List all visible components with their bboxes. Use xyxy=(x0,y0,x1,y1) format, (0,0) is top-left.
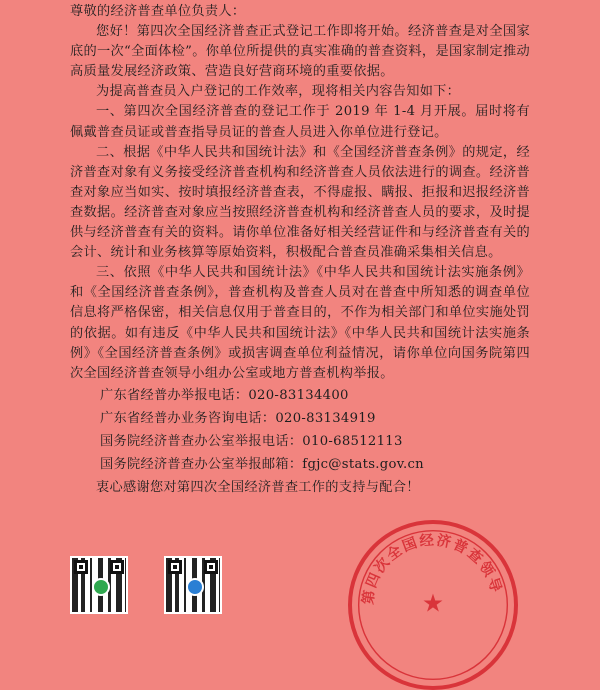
qr-finder-icon xyxy=(168,560,182,574)
qr-code-icon[interactable] xyxy=(70,556,128,614)
intro-paragraph: 为提高普查员入户登记的工作效率，现将相关内容告知如下： xyxy=(96,84,461,100)
wechat-logo-icon xyxy=(92,578,110,596)
item-3-paragraph: 三、依照《中华人民共和国统计法》《中华人民共和国统计法实施条例》和《全国经济普查条例》，普查机构及普查人员对在普查中所知悉的调查单位信息将严格保密，相关信息仅用于普查目的，不作为相关部门和单位实施处罚的依据。如有违反《中华人民共和国统计法》《中华人民共和国统计法实施条例》《全国经济普查条例》或损害调查单位利益情况，请你单位向国务院第四次全国经济普查领导小组办公室或地方普查机构举报。 xyxy=(70,265,530,381)
letter-body xyxy=(70,2,530,498)
contact-line-national-email: 国务院经济普查办公室举报邮箱：fgjc@stats.gov.cn xyxy=(100,456,424,472)
qr-finder-icon xyxy=(74,560,88,574)
item-1-paragraph: 一、第四次全国经济普查的登记工作于 2019 年 1-4 月开展。届时将有佩戴普查员证或普查指导员证的普查人员进入你单位进行登记。 xyxy=(70,104,530,140)
seal-star-icon: ★ xyxy=(421,588,445,618)
thanks-line: 衷心感谢您对第四次全国经济普查工作的支持与配合！ xyxy=(96,479,420,495)
greeting-paragraph: 您好！第四次全国经济普查正式登记工作即将开始。经济普查是对全国家底的一次“全面体检”。你单位所提供的真实准确的普查资料，是国家制定推动高质量发展经济政策、营造良好营商环境的重要依据。 xyxy=(70,24,530,80)
seal-ring-text xyxy=(352,524,514,686)
weibo-logo-icon xyxy=(186,578,204,596)
contact-line-provincial-consult: 广东省经普办业务咨询电话：020-83134919 xyxy=(100,410,376,426)
official-seal xyxy=(348,520,518,690)
qr-code-icon[interactable] xyxy=(164,556,222,614)
contact-line-provincial-report: 广东省经普办举报电话：020-83134400 xyxy=(100,387,349,403)
qr-finder-icon xyxy=(204,560,218,574)
contact-line-national-phone: 国务院经济普查办公室举报电话：010-68512113 xyxy=(100,433,403,449)
seal-text: 第四次全国经济普查领导 xyxy=(360,532,505,606)
item-2-paragraph: 二、根据《中华人民共和国统计法》和《全国经济普查条例》的规定，经济普查对象有义务接受经济普查机构和经济普查人员依法进行的调查。经济普查对象应当如实、按时填报经济普查表，不得虚报、瞒报、拒报和迟报经济普查数据。经济普查对象应当按照经济普查机构和经济普查人员的要求，及时提供与经济普查有关的资料。请你单位准备好相关经营证件和与经济普查有关的会计、统计和业务核算等原始资料，积极配合普查员准确采集相关信息。 xyxy=(70,144,530,261)
qr-finder-icon xyxy=(110,560,124,574)
salutation: 尊敬的经济普查单位负责人： xyxy=(70,4,246,19)
